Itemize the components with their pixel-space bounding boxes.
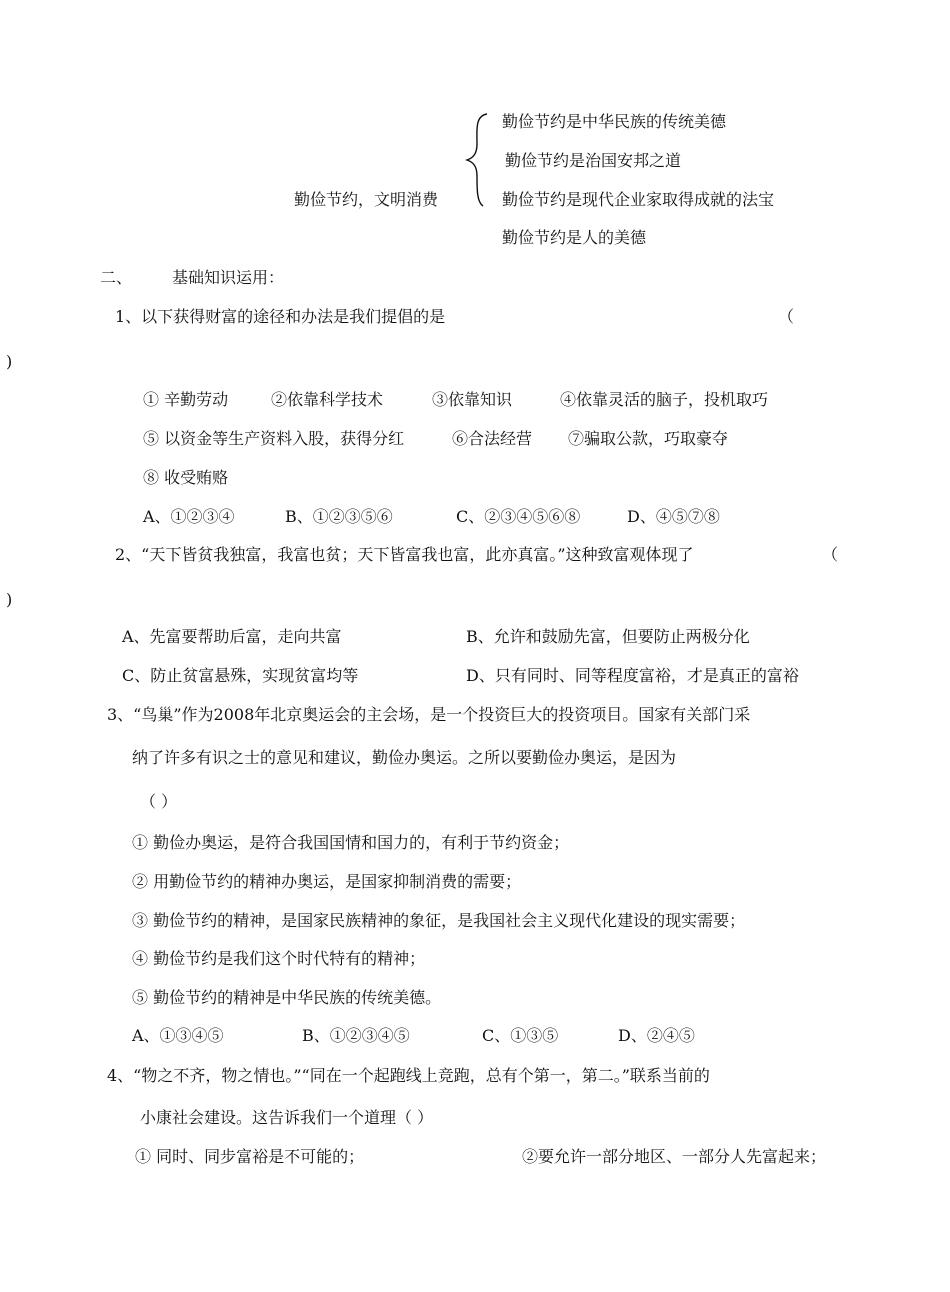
diagram-branch-3: 勤俭节约是现代企业家取得成就的法宝 (502, 190, 775, 209)
q1-option-6: ⑥合法经营 (452, 429, 533, 448)
q2-answer-paren-open: （ (822, 545, 839, 564)
q3-answer-d: D、②④⑤ (618, 1026, 695, 1045)
q1-option-2: ②依靠科学技术 (271, 390, 384, 409)
q1-option-8: ⑧ 收受贿赂 (143, 468, 229, 487)
q4-item-2: ②要允许一部分地区、一部分人先富起来； (522, 1147, 827, 1166)
q2-stem: 2、“天下皆贫我独富，我富也贫；天下皆富我也富，此亦真富。”这种致富观体现了 (115, 545, 694, 564)
q3-stem-line-2: 纳了许多有识之士的意见和建议，勤俭办奥运。之所以要勤俭办奥运，是因为 (132, 748, 677, 767)
q1-answer-d: D、④⑤⑦⑧ (627, 507, 720, 526)
q3-answer-paren: （ ） (140, 792, 178, 811)
q1-answer-c: C、②③④⑤⑥⑧ (456, 507, 581, 526)
q3-item-2: ② 用勤俭节约的精神办奥运，是国家抑制消费的需要； (132, 872, 522, 891)
q3-answer-b: B、①②③④⑤ (302, 1026, 410, 1045)
q1-option-4: ④依靠灵活的脑子，投机取巧 (560, 390, 769, 409)
q1-option-3: ③依靠知识 (432, 390, 513, 409)
q1-answer-b: B、①②③⑤⑥ (285, 507, 393, 526)
q3-item-3: ③ 勤俭节约的精神，是国家民族精神的象征，是我国社会主义现代化建设的现实需要； (132, 911, 746, 930)
q4-stem-line-2: 小康社会建设。这告诉我们一个道理（ ） (140, 1108, 434, 1127)
q1-answer-paren-open: （ (778, 307, 795, 326)
diagram-topic: 勤俭节约，文明消费 (294, 190, 439, 209)
q3-answer-a: A、①③④⑤ (132, 1026, 224, 1045)
q1-option-7: ⑦骗取公款，巧取豪夺 (568, 429, 729, 448)
q2-answer-paren-close: ) (6, 590, 13, 609)
q4-stem-line-1: 4、“物之不齐，物之情也。”“同在一个起跑线上竞跑，总有个第一，第二。”联系当前的 (107, 1066, 710, 1085)
section-title: 基础知识运用： (172, 268, 285, 287)
q1-option-1: ① 辛勤劳动 (143, 390, 229, 409)
q3-item-5: ⑤ 勤俭节约的精神是中华民族的传统美德。 (132, 988, 442, 1007)
q2-answer-a: A、先富要帮助后富，走向共富 (122, 627, 342, 646)
q1-answer-a: A、①②③④ (143, 507, 235, 526)
q2-answer-b: B、允许和鼓励先富，但要防止两极分化 (466, 627, 750, 646)
q3-stem-line-1: 3、“鸟巢”作为2008年北京奥运会的主会场，是一个投资巨大的投资项目。国家有关部门采 (107, 705, 751, 724)
q3-item-1: ① 勤俭办奥运，是符合我国国情和国力的，有利于节约资金； (132, 833, 570, 852)
q1-stem: 1、以下获得财富的途径和办法是我们提倡的是 (115, 307, 446, 326)
q1-option-5: ⑤ 以资金等生产资料入股，获得分红 (143, 429, 405, 448)
diagram-branch-2: 勤俭节约是治国安邦之道 (505, 151, 682, 170)
diagram-branch-1: 勤俭节约是中华民族的传统美德 (502, 112, 727, 131)
q4-item-1: ① 同时、同步富裕是不可能的； (135, 1147, 365, 1166)
q2-answer-d: D、只有同时、同等程度富裕，才是真正的富裕 (466, 666, 799, 685)
curly-brace-icon (463, 110, 493, 210)
q3-item-4: ④ 勤俭节约是我们这个时代特有的精神； (132, 949, 426, 968)
section-number: 二、 (100, 268, 133, 287)
diagram-branch-4: 勤俭节约是人的美德 (502, 228, 647, 247)
q3-answer-c: C、①③⑤ (482, 1026, 559, 1045)
q2-answer-c: C、防止贫富悬殊，实现贫富均等 (122, 666, 359, 685)
q1-answer-paren-close: ) (6, 352, 13, 371)
